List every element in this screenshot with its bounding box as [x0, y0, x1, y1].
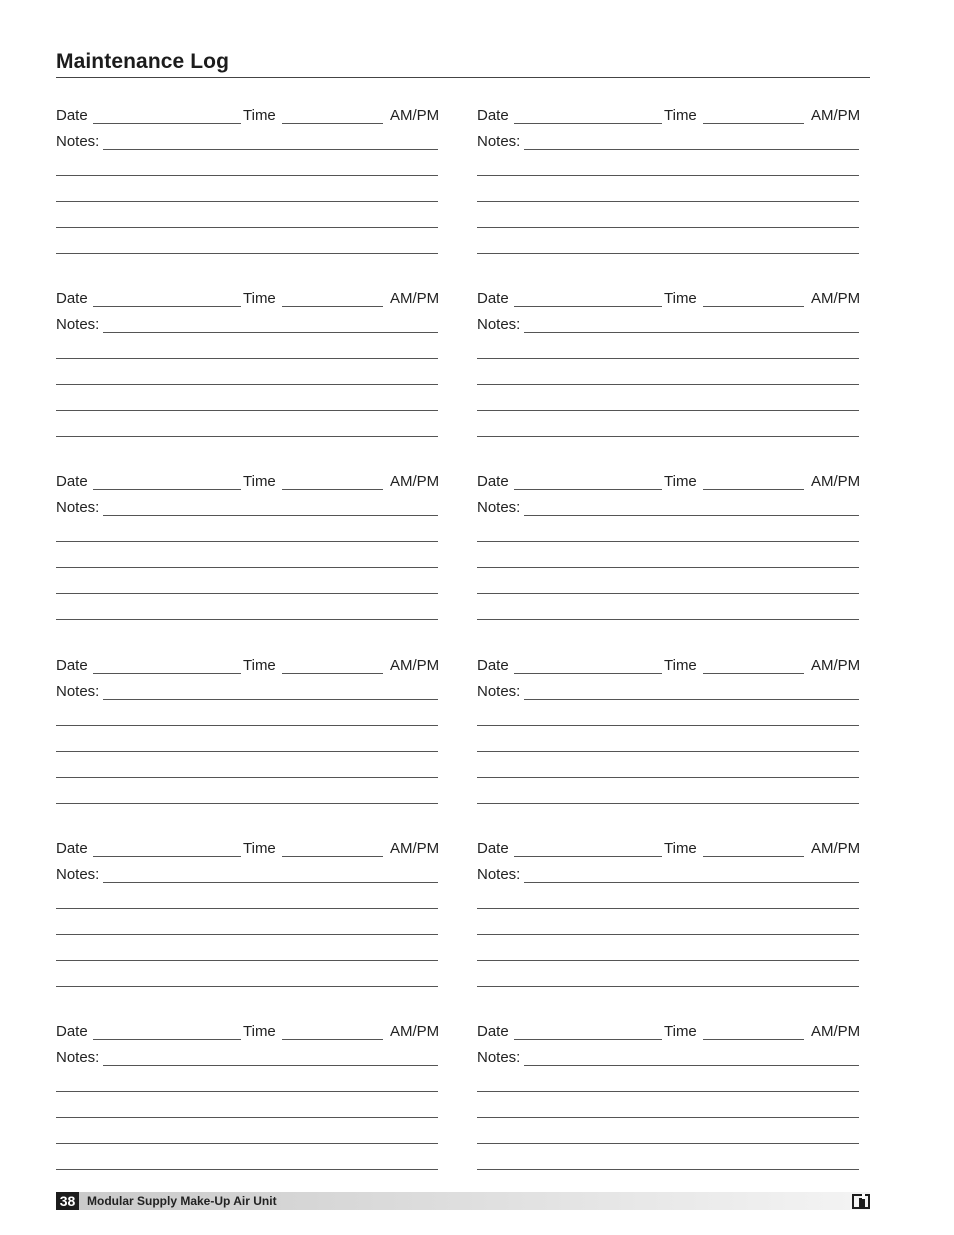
time-label: Time [243, 290, 276, 307]
title-rule [56, 77, 870, 78]
notes-line[interactable] [477, 201, 859, 202]
date-time-row [56, 470, 446, 490]
log-entry [477, 654, 867, 814]
log-entry [56, 104, 446, 264]
date-label: Date [56, 840, 88, 857]
notes-line[interactable] [56, 253, 438, 254]
time-field[interactable] [282, 306, 383, 307]
date-time-row [477, 470, 867, 490]
notes-field[interactable] [524, 149, 859, 150]
notes-line[interactable] [56, 593, 438, 594]
notes-label: Notes: [56, 316, 100, 333]
ampm-label: AM/PM [811, 840, 861, 857]
time-field[interactable] [282, 856, 383, 857]
time-label: Time [243, 1023, 276, 1040]
notes-label: Notes: [477, 1049, 521, 1066]
notes-field[interactable] [524, 699, 859, 700]
page-title: Maintenance Log [56, 50, 230, 73]
ampm-label: AM/PM [390, 290, 440, 307]
notes-line[interactable] [56, 1091, 438, 1092]
notes-line[interactable] [56, 751, 438, 752]
notes-line[interactable] [56, 986, 438, 987]
notes-line[interactable] [477, 908, 859, 909]
date-label: Date [56, 1023, 88, 1040]
date-time-row [56, 104, 446, 124]
notes-row [56, 863, 446, 883]
date-field[interactable] [93, 306, 241, 307]
log-entry [477, 287, 867, 447]
time-field[interactable] [703, 489, 804, 490]
notes-line[interactable] [477, 1091, 859, 1092]
notes-line[interactable] [56, 960, 438, 961]
notes-line[interactable] [56, 1169, 438, 1170]
date-field[interactable] [514, 673, 662, 674]
notes-line[interactable] [56, 567, 438, 568]
notes-row [56, 1046, 446, 1066]
ampm-label: AM/PM [390, 657, 440, 674]
time-label: Time [664, 840, 697, 857]
notes-line[interactable] [56, 803, 438, 804]
notes-field[interactable] [103, 1065, 438, 1066]
page-footer [56, 1192, 870, 1210]
date-field[interactable] [93, 673, 241, 674]
date-label: Date [477, 473, 509, 490]
notes-line[interactable] [477, 358, 859, 359]
notes-row [477, 313, 867, 333]
notes-label: Notes: [477, 499, 521, 516]
notes-line[interactable] [477, 384, 859, 385]
log-entry [56, 287, 446, 447]
date-field[interactable] [93, 123, 241, 124]
notes-line[interactable] [477, 436, 859, 437]
notes-label: Notes: [477, 683, 521, 700]
date-field[interactable] [514, 489, 662, 490]
time-label: Time [664, 107, 697, 124]
date-time-row [56, 654, 446, 674]
time-field[interactable] [282, 489, 383, 490]
notes-line[interactable] [477, 175, 859, 176]
time-label: Time [664, 473, 697, 490]
notes-line[interactable] [477, 593, 859, 594]
notes-row [477, 863, 867, 883]
ampm-label: AM/PM [811, 1023, 861, 1040]
ampm-label: AM/PM [390, 107, 440, 124]
notes-row [477, 496, 867, 516]
ampm-label: AM/PM [390, 473, 440, 490]
date-label: Date [477, 1023, 509, 1040]
notes-label: Notes: [477, 316, 521, 333]
notes-line[interactable] [477, 1143, 859, 1144]
notes-line[interactable] [56, 541, 438, 542]
date-field[interactable] [93, 856, 241, 857]
log-entry [56, 1020, 446, 1180]
date-label: Date [56, 473, 88, 490]
notes-field[interactable] [524, 882, 859, 883]
notes-line[interactable] [56, 908, 438, 909]
time-label: Time [243, 840, 276, 857]
time-field[interactable] [703, 306, 804, 307]
time-field[interactable] [703, 856, 804, 857]
date-field[interactable] [514, 856, 662, 857]
notes-label: Notes: [56, 866, 100, 883]
notes-row [477, 680, 867, 700]
notes-label: Notes: [56, 1049, 100, 1066]
notes-line[interactable] [477, 960, 859, 961]
notes-line[interactable] [477, 619, 859, 620]
date-time-row [56, 287, 446, 307]
log-entry [56, 470, 446, 630]
notes-line[interactable] [56, 1143, 438, 1144]
notes-line[interactable] [56, 436, 438, 437]
time-label: Time [243, 107, 276, 124]
date-field[interactable] [514, 123, 662, 124]
notes-line[interactable] [56, 384, 438, 385]
ampm-label: AM/PM [390, 840, 440, 857]
ampm-label: AM/PM [811, 473, 861, 490]
time-label: Time [664, 657, 697, 674]
ampm-label: AM/PM [811, 290, 861, 307]
date-label: Date [477, 840, 509, 857]
log-entry [477, 104, 867, 264]
log-entry [56, 654, 446, 814]
notes-row [56, 496, 446, 516]
date-label: Date [56, 107, 88, 124]
notes-line[interactable] [477, 567, 859, 568]
log-entry [56, 837, 446, 997]
notes-row [477, 130, 867, 150]
notes-line[interactable] [56, 175, 438, 176]
notes-line[interactable] [477, 410, 859, 411]
date-time-row [56, 837, 446, 857]
log-entry [477, 1020, 867, 1180]
date-label: Date [56, 657, 88, 674]
notes-line[interactable] [56, 725, 438, 726]
log-entry [477, 470, 867, 630]
date-label: Date [477, 107, 509, 124]
notes-line[interactable] [56, 201, 438, 202]
date-field[interactable] [93, 489, 241, 490]
notes-label: Notes: [56, 683, 100, 700]
footer-document-title: Modular Supply Make-Up Air Unit [87, 1194, 277, 1208]
time-field[interactable] [703, 673, 804, 674]
notes-line[interactable] [477, 253, 859, 254]
notes-field[interactable] [524, 332, 859, 333]
page-number: 38 [56, 1192, 79, 1210]
date-time-row [477, 1020, 867, 1040]
notes-line[interactable] [477, 1117, 859, 1118]
notes-field[interactable] [103, 332, 438, 333]
ampm-label: AM/PM [390, 1023, 440, 1040]
time-label: Time [664, 290, 697, 307]
notes-row [56, 130, 446, 150]
time-label: Time [243, 473, 276, 490]
notes-line[interactable] [477, 725, 859, 726]
notes-row [56, 680, 446, 700]
date-time-row [477, 287, 867, 307]
notes-line[interactable] [56, 1117, 438, 1118]
log-entry [477, 837, 867, 997]
notes-line[interactable] [477, 1169, 859, 1170]
notes-line[interactable] [56, 619, 438, 620]
notes-row [477, 1046, 867, 1066]
date-field[interactable] [514, 306, 662, 307]
notes-line[interactable] [477, 751, 859, 752]
notes-line[interactable] [56, 410, 438, 411]
notes-line[interactable] [56, 358, 438, 359]
notes-label: Notes: [56, 499, 100, 516]
date-time-row [477, 837, 867, 857]
time-label: Time [243, 657, 276, 674]
notes-row [56, 313, 446, 333]
date-label: Date [56, 290, 88, 307]
notes-line[interactable] [477, 777, 859, 778]
time-field[interactable] [282, 673, 383, 674]
notes-field[interactable] [524, 515, 859, 516]
notes-field[interactable] [103, 149, 438, 150]
notes-field[interactable] [103, 515, 438, 516]
notes-line[interactable] [56, 777, 438, 778]
notes-line[interactable] [477, 227, 859, 228]
date-label: Date [477, 657, 509, 674]
date-time-row [477, 654, 867, 674]
date-time-row [56, 1020, 446, 1040]
notes-label: Notes: [477, 866, 521, 883]
notes-line[interactable] [477, 541, 859, 542]
notes-line[interactable] [477, 934, 859, 935]
notes-line[interactable] [56, 227, 438, 228]
time-label: Time [664, 1023, 697, 1040]
time-field[interactable] [282, 1039, 383, 1040]
notes-label: Notes: [56, 133, 100, 150]
ampm-label: AM/PM [811, 657, 861, 674]
notes-line[interactable] [477, 803, 859, 804]
time-field[interactable] [703, 123, 804, 124]
date-label: Date [477, 290, 509, 307]
greenheck-logo-icon [852, 1192, 870, 1210]
ampm-label: AM/PM [811, 107, 861, 124]
time-field[interactable] [703, 1039, 804, 1040]
notes-line[interactable] [56, 934, 438, 935]
time-field[interactable] [282, 123, 383, 124]
date-field[interactable] [93, 1039, 241, 1040]
notes-line[interactable] [477, 986, 859, 987]
date-field[interactable] [514, 1039, 662, 1040]
notes-field[interactable] [524, 1065, 859, 1066]
notes-label: Notes: [477, 133, 521, 150]
date-time-row [477, 104, 867, 124]
notes-field[interactable] [103, 882, 438, 883]
notes-field[interactable] [103, 699, 438, 700]
